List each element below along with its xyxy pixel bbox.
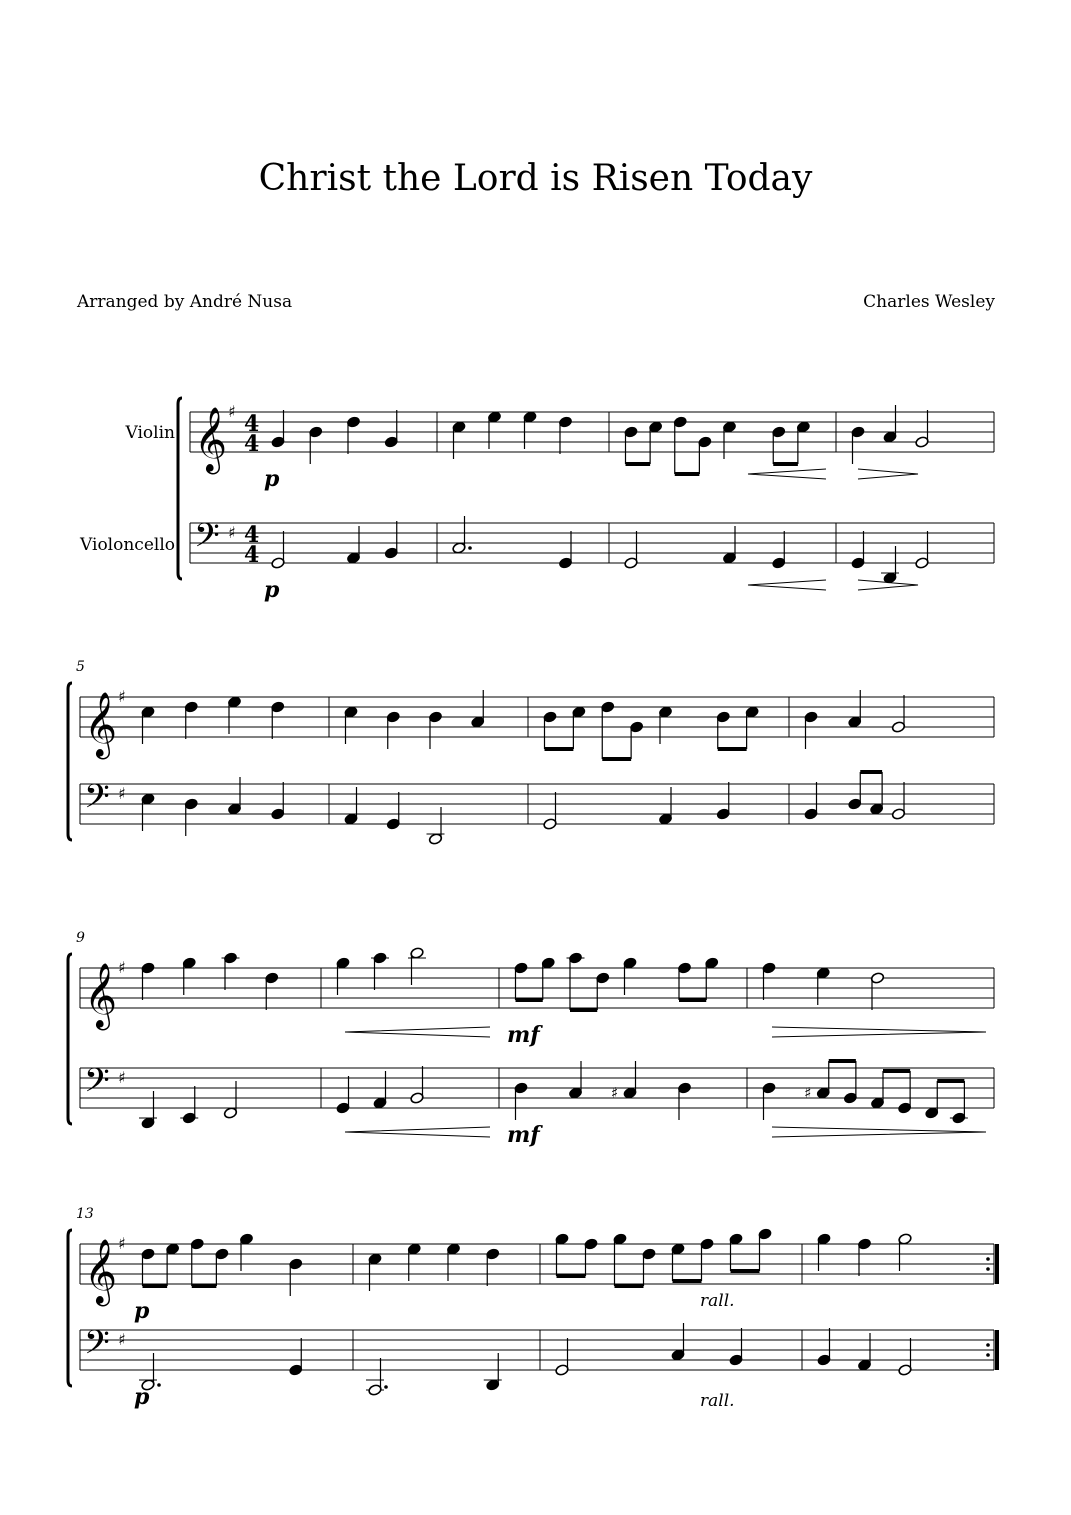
crescendo-hairpin [345, 1127, 490, 1137]
key-sharp: ♯ [118, 1330, 126, 1349]
repeat-dot [986, 1353, 990, 1357]
measure-number: 9 [76, 930, 85, 946]
violin-dynamic: p [264, 466, 280, 492]
repeat-dot [986, 1343, 990, 1347]
crescendo-hairpin [345, 1027, 490, 1037]
treble-clef: 𝄞 [84, 1239, 118, 1304]
repeat-dot [986, 1257, 990, 1261]
violin-dynamic: p [134, 1298, 150, 1324]
arranger-credit: Arranged by André Nusa [77, 292, 293, 312]
score-title: Christ the Lord is Risen Today [258, 158, 813, 199]
bass-clef: 𝄢 [84, 1324, 110, 1370]
accidental-sharp: ♯ [804, 1084, 812, 1102]
key-sharp: ♯ [118, 1068, 126, 1087]
bass-clef: 𝄢 [84, 1062, 110, 1108]
accidental-sharp: ♯ [611, 1084, 619, 1102]
decrescendo-hairpin [772, 1027, 986, 1037]
cello-dynamic: p [264, 577, 280, 603]
cello-rall: rall. [700, 1391, 735, 1411]
treble-clef: 𝄞 [194, 407, 228, 472]
dot [384, 1385, 388, 1389]
measure-number: 13 [76, 1206, 94, 1222]
treble-clef: 𝄞 [84, 692, 118, 757]
decrescendo-hairpin [858, 469, 918, 479]
time-signature-bottom: 4 [244, 431, 260, 457]
repeat-dot [986, 1267, 990, 1271]
system-bracket [178, 398, 182, 579]
bass-clef: 𝄢 [194, 517, 220, 563]
violin-rall: rall. [700, 1291, 735, 1311]
treble-clef: 𝄞 [84, 963, 118, 1028]
key-sharp: ♯ [118, 784, 126, 803]
time-signature-bottom: 4 [244, 542, 260, 568]
time-signature-top: 4 [244, 411, 260, 437]
measure-number: 5 [76, 659, 85, 675]
cello-dynamic: mf [507, 1122, 540, 1148]
cello-dynamic: p [134, 1384, 150, 1410]
bass-clef: 𝄢 [84, 778, 110, 824]
dot [468, 546, 472, 550]
dot [157, 1383, 161, 1387]
key-sharp: ♯ [118, 1234, 126, 1253]
key-sharp: ♯ [228, 402, 236, 421]
key-sharp: ♯ [228, 523, 236, 542]
key-sharp: ♯ [118, 687, 126, 706]
decrescendo-hairpin [772, 1127, 986, 1137]
violin-label: Violin [125, 423, 175, 443]
crescendo-hairpin [748, 469, 826, 479]
system-bracket [68, 1230, 72, 1386]
violin-dynamic: mf [507, 1022, 540, 1048]
crescendo-hairpin [748, 580, 826, 590]
composer-credit: Charles Wesley [863, 292, 995, 312]
time-signature-top: 4 [244, 522, 260, 548]
key-sharp: ♯ [118, 958, 126, 977]
cello-label: Violoncello [80, 535, 175, 555]
system-bracket [68, 683, 72, 840]
system-bracket [68, 954, 72, 1124]
